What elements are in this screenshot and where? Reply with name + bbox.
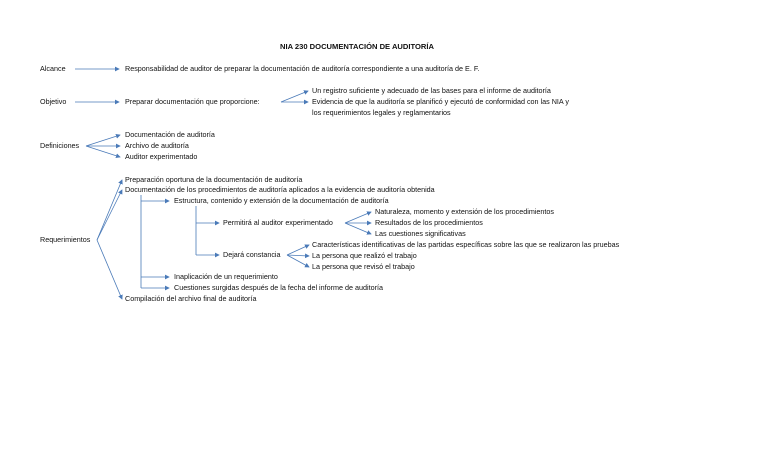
req-compilacion: Compilación del archivo final de auditoría <box>125 294 257 303</box>
definiciones-label: Definiciones <box>40 141 80 150</box>
arrow-objetivo-1 <box>281 91 308 102</box>
page-title: NIA 230 DOCUMENTACIÓN DE AUDITORÍA <box>280 42 434 51</box>
objetivo-item: Evidencia de que la auditoría se planificó y ejecutó de conformidad con las NIA y <box>312 97 569 106</box>
req-inaplicacion: Inaplicación de un requerimiento <box>174 272 278 281</box>
objetivo-item: los requerimientos legales y reglamentarios <box>312 108 451 117</box>
arrow-def-3 <box>86 146 120 157</box>
arrow-dej-2 <box>287 255 309 256</box>
arrow-req-3 <box>97 240 122 299</box>
objetivo-text: Preparar documentación que proporcione: <box>125 97 260 106</box>
permitira-item: Naturaleza, momento y extensión de los procedimientos <box>375 207 554 216</box>
req-dejara: Dejará constancia <box>223 250 281 259</box>
alcance-text: Responsabilidad de auditor de preparar la documentación de auditoría correspondiente a una auditoría de E. F. <box>125 64 480 73</box>
alcance-label: Alcance <box>40 64 66 73</box>
dejara-item: Características identificativas de las partidas específicas sobre las que se realizaron las pruebas <box>312 240 620 249</box>
dejara-item: La persona que realizó el trabajo <box>312 251 417 260</box>
objetivo-label: Objetivo <box>40 97 67 106</box>
dejara-item: La persona que revisó el trabajo <box>312 262 415 271</box>
req-preparacion: Preparación oportuna de la documentación de auditoría <box>125 175 303 184</box>
arrow-req-1 <box>97 180 122 240</box>
definicion-item: Auditor experimentado <box>125 152 198 161</box>
arrow-req-2 <box>97 190 122 240</box>
req-documentacion: Documentación de los procedimientos de auditoría aplicados a la evidencia de auditoría obtenida <box>125 185 435 194</box>
arrow-def-1 <box>86 135 120 146</box>
permitira-item: Las cuestiones significativas <box>375 229 466 238</box>
permitira-item: Resultados de los procedimientos <box>375 218 483 227</box>
definicion-item: Archivo de auditoría <box>125 141 189 150</box>
definicion-item: Documentación de auditoría <box>125 130 215 139</box>
arrow-perm-3 <box>345 223 371 234</box>
arrow-dej-3 <box>287 255 309 267</box>
objetivo-item: Un registro suficiente y adecuado de las bases para el informe de auditoría <box>312 86 551 95</box>
arrow-dej-1 <box>287 245 309 255</box>
requerimientos-label: Requerimientos <box>40 235 91 244</box>
req-permitira: Permitirá al auditor experimentado <box>223 218 333 227</box>
arrow-perm-1 <box>345 212 371 223</box>
req-estructura: Estructura, contenido y extensión de la documentación de auditoría <box>174 196 389 205</box>
req-cuestiones: Cuestiones surgidas después de la fecha del informe de auditoría <box>174 283 383 292</box>
